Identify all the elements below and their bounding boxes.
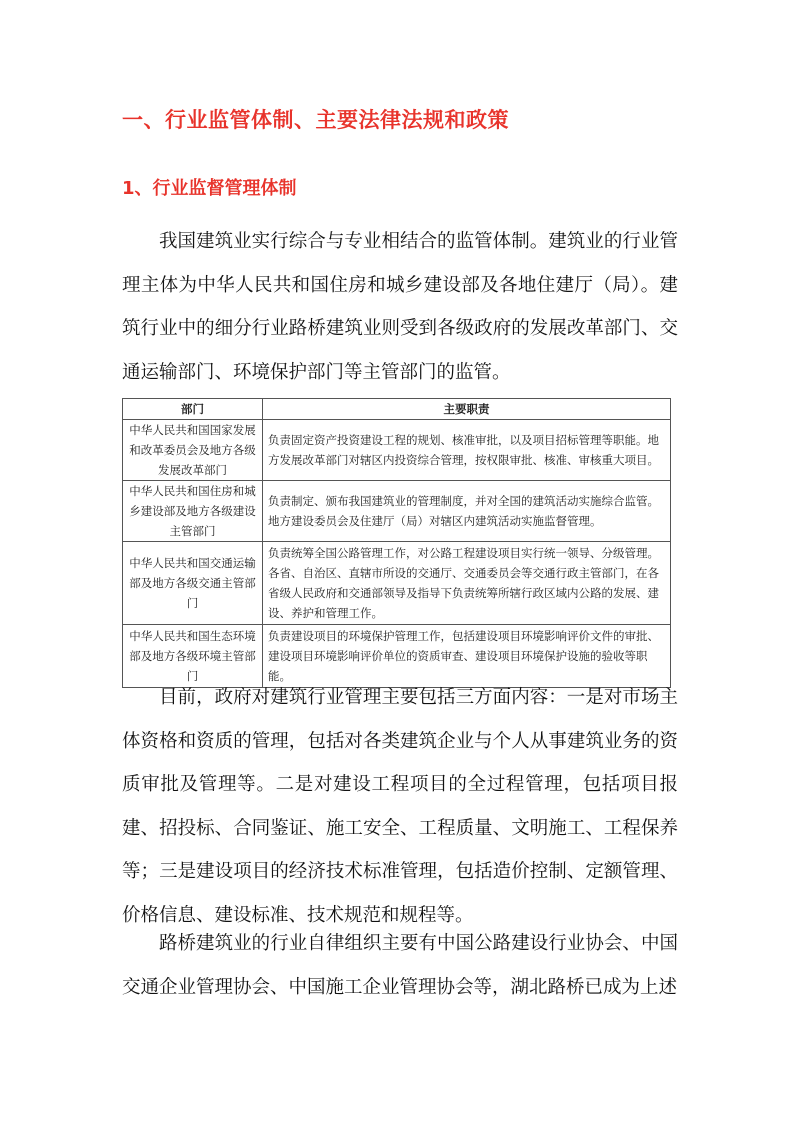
dept-cell: 中华人民共和国生态环境部及地方各级环境主管部门: [123, 625, 263, 688]
department-duty-table: [122, 398, 671, 688]
duty-cell: 负责制定、颁布我国建筑业的管理制度，并对全国的建筑活动实施综合监管。地方建设委员会及住建厅（局）对辖区内建筑活动实施监督管理。: [263, 481, 671, 542]
management-paragraph: 目前，政府对建筑行业管理主要包括三方面内容：一是对市场主体资格和资质的管理，包括对各类建筑企业与个人从事建筑业务的资质审批及管理等。二是对建设工程项目的全过程管理，包括项目报建、招投标、合同鉴证、施工安全、工程质量、文明施工、工程保养等；三是建设项目的经济技术标准管理，包括造价控制、定额管理、价格信息、建设标准、技术规范和规程等。: [122, 687, 678, 926]
dept-cell: 中华人民共和国国家发展和改革委员会及地方各级发展改革部门: [123, 420, 263, 481]
section-heading: 一、行业监管体制、主要法律法规和政策: [122, 108, 509, 132]
dept-cell: 中华人民共和国住房和城乡建设部及地方各级建设主管部门: [123, 481, 263, 542]
self-regulation-paragraph: 路桥建筑业的行业自律组织主要有中国公路建设行业协会、中国交通企业管理协会、中国施工企业管理协会等，湖北路桥已成为上述: [122, 933, 678, 998]
table-header-row: [123, 399, 671, 420]
header-dept: 部门: [123, 399, 263, 420]
duty-cell: 负责固定资产投资建设工程的规划、核准审批，以及项目招标管理等职能。地方发展改革部门对辖区内投资综合管理，按权限审批、核准、审核重大项目。: [263, 420, 671, 481]
table-row: [123, 542, 671, 625]
table-row: [123, 420, 671, 481]
duty-cell: 负责建设项目的环境保护管理工作，包括建设项目环境影响评价文件的审批、建设项目环境影响评价单位的资质审查、建设项目环境保护设施的验收等职能。: [263, 625, 671, 688]
header-duty: 主要职责: [263, 399, 671, 420]
intro-paragraph: 我国建筑业实行综合与专业相结合的监管体制。建筑业的行业管理主体为中华人民共和国住房和城乡建设部及各地住建厅（局）。建筑行业中的细分行业路桥建筑业则受到各级政府的发展改革部门、交通运输部门、环境保护部门等主管部门的监管。: [122, 231, 678, 383]
table-row: [123, 481, 671, 542]
subsection-heading: 1、行业监督管理体制: [122, 178, 297, 199]
dept-cell: 中华人民共和国交通运输部及地方各级交通主管部门: [123, 542, 263, 625]
duty-cell: 负责统筹全国公路管理工作，对公路工程建设项目实行统一领导、分级管理。各省、自治区、直辖市所设的交通厅、交通委员会等交通行政主管部门，在各省级人民政府和交通部领导及指导下负责统筹所辖行政区域内公路的发展、建设、养护和管理工作。: [263, 542, 671, 625]
